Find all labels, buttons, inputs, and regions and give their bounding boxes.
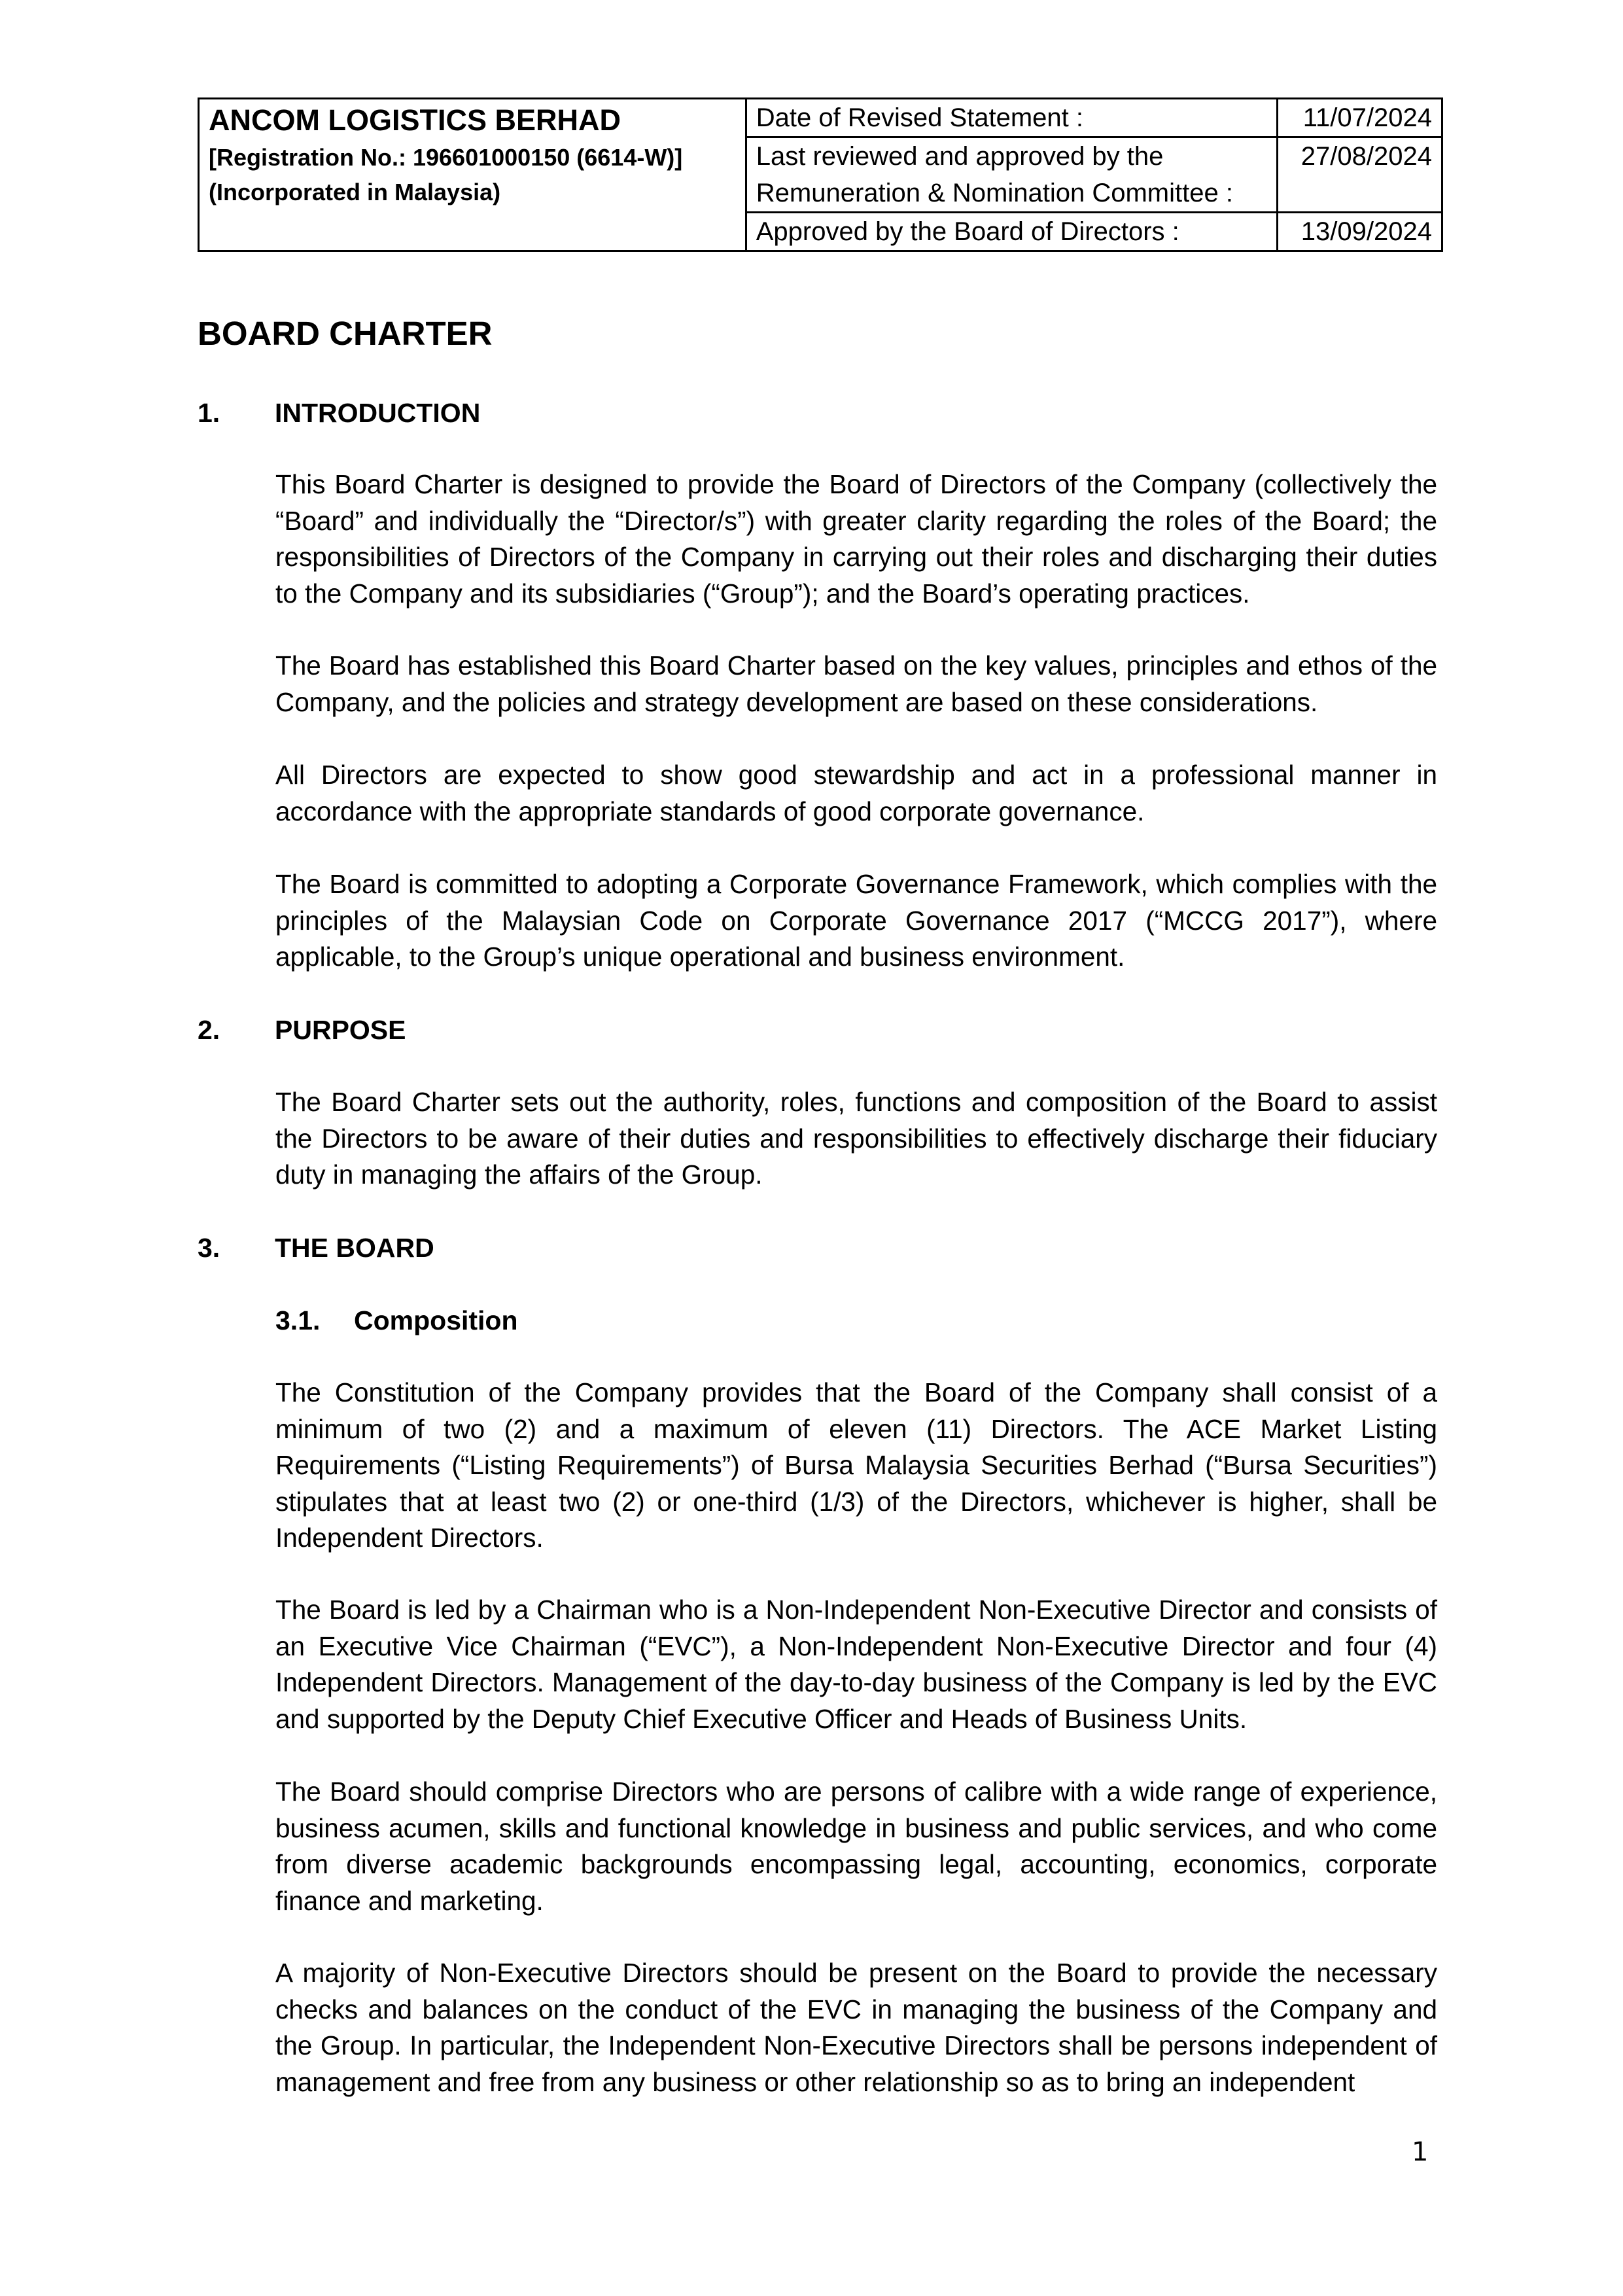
section-number: 1. (198, 398, 220, 428)
committee-review-label-line2: Remuneration & Nomination Committee : (756, 179, 1233, 207)
board-approval-label: Approved by the Board of Directors : (746, 213, 1278, 251)
paragraph: All Directors are expected to show good stewardship and act in a professional manner in accordance with the appropriate standards of good corporate governance. (275, 760, 1437, 826)
revised-statement-label: Date of Revised Statement : (746, 99, 1278, 137)
registration-number: [Registration No.: 196601000150 (6614-W)] (209, 144, 683, 171)
committee-review-label (746, 137, 1278, 213)
paragraph: The Board has established this Board Charter based on the key values, principles and ethos of the Company, and the policies and strategy development are based on these considerations. (275, 650, 1437, 717)
revised-statement-date: 11/07/2024 (1278, 99, 1442, 137)
paragraph: The Board should comprise Directors who are persons of calibre with a wide range of experience, business acumen, skills and functional knowledge in business and public services, and who come from diverse academic backgrounds encompassing legal, accounting, economics, corporate finance and marketing. (275, 1776, 1437, 1916)
subsection-number: 3.1. (275, 1305, 321, 1335)
section-heading-purpose (198, 1012, 406, 1048)
company-info-cell (199, 99, 746, 251)
subsection-heading-composition (275, 1302, 518, 1339)
section-heading-the-board (198, 1229, 434, 1266)
paragraph: The Board is committed to adopting a Corporate Governance Framework, which complies with the principles of the Malaysian Code on Corporate Governance 2017 (“MCCG 2017”), where applicable, to the Group’s unique operational and business environment. (275, 869, 1437, 972)
paragraph: This Board Charter is designed to provide the Board of Directors of the Company (collectively the “Board” and individually the “Director/s”) with greater clarity regarding the roles of the Board; the responsibilities of Directors of the Company in carrying out their roles and discharging their duties to the Company and its subsidiaries (“Group”); and the Board’s operating practices. (275, 469, 1437, 609)
paragraph: The Board Charter sets out the authority, roles, functions and composition of the Board to assist the Directors to be aware of their duties and responsibilities to effectively discharge their fiduciary duty in managing the affairs of the Group. (275, 1087, 1437, 1190)
company-name: ANCOM LOGISTICS BERHAD (209, 103, 621, 137)
paragraph: A majority of Non-Executive Directors should be present on the Board to provide the necessary checks and balances on the conduct of the EVC in managing the business of the Company and the Group. In particular, the Independent Non-Executive Directors shall be persons independent of management and free from any business or other relationship so as to bring an independent (275, 1958, 1437, 2097)
committee-review-date: 27/08/2024 (1278, 137, 1442, 213)
section-title: THE BOARD (275, 1233, 434, 1263)
section-number: 3. (198, 1233, 220, 1263)
document-title: BOARD CHARTER (198, 315, 493, 352)
paragraph: The Board is led by a Chairman who is a Non-Independent Non-Executive Director and consists of an Executive Vice Chairman (“EVC”), a Non-Independent Non-Executive Director and four (4) Independent Directors. Management of the day-to-day business of the Company is led by the EVC and supported by the Deputy Chief Executive Officer and Heads of Business Units. (275, 1595, 1437, 1734)
incorporation-note: (Incorporated in Malaysia) (209, 179, 501, 205)
page-number: 1 (1412, 2137, 1429, 2167)
document-header-table (198, 97, 1443, 252)
section-number: 2. (198, 1015, 220, 1045)
section-heading-introduction (198, 395, 480, 431)
board-approval-date: 13/09/2024 (1278, 213, 1442, 251)
section-title: PURPOSE (275, 1015, 406, 1045)
paragraph: The Constitution of the Company provides that the Board of the Company shall consist of a minimum of two (2) and a maximum of eleven (11) Directors. The ACE Market Listing Requirements (“Listing Requirements”) of Bursa Malaysia Securities Berhad (“Bursa Securities”) stipulates that at least two (2) or one-third (1/3) of the Directors, whichever is higher, shall be Independent Directors. (275, 1377, 1437, 1553)
subsection-title: Composition (354, 1305, 518, 1335)
section-title: INTRODUCTION (275, 398, 481, 428)
committee-review-label-line1: Last reviewed and approved by the (756, 142, 1164, 171)
